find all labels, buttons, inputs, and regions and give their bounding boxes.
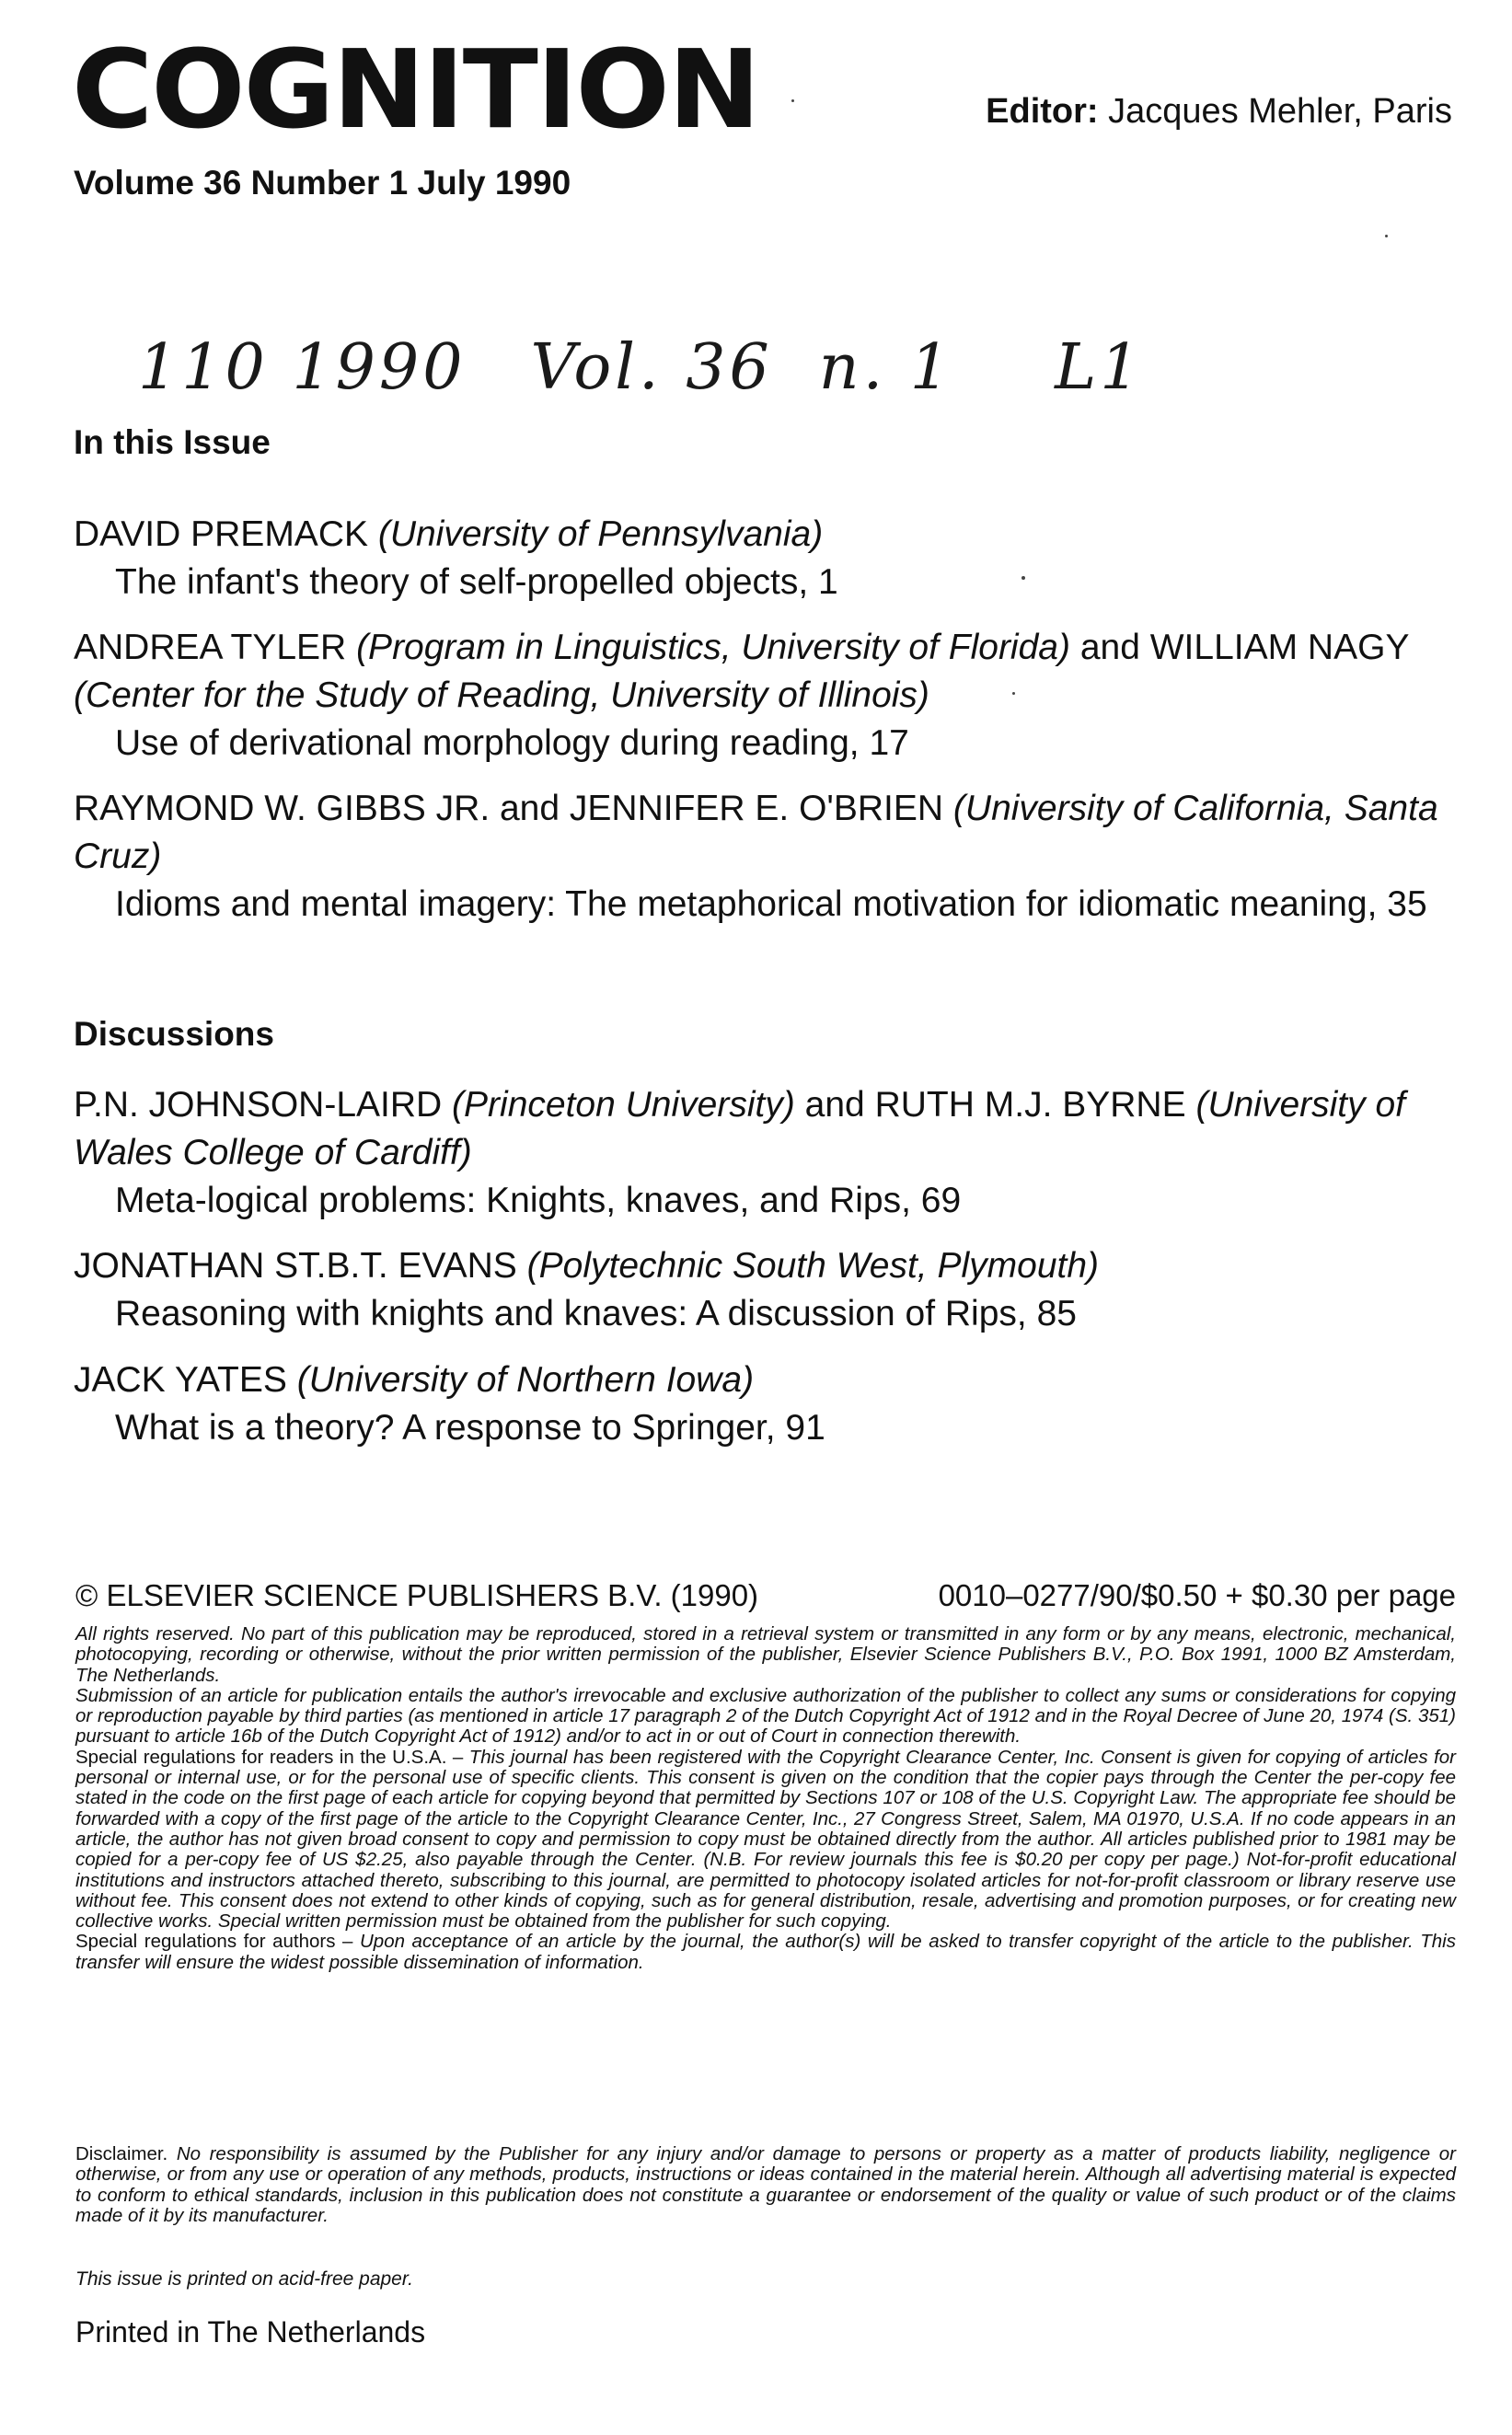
article-title: Meta-logical problems: Knights, knaves, and Rips, 69 xyxy=(115,1181,962,1220)
handwritten-shelf-note xyxy=(138,331,1144,404)
issue-line: Volume 36 Number 1 July 1990 xyxy=(74,164,571,202)
copyright-line xyxy=(75,1578,1456,1613)
legal-notice xyxy=(75,1624,1456,1973)
entry-authors xyxy=(74,785,1454,881)
scan-speck xyxy=(1021,576,1025,580)
author-name: JONATHAN ST.B.T. EVANS xyxy=(74,1246,517,1286)
editor-value: Jacques Mehler, Paris xyxy=(1108,92,1452,131)
editor-label: Editor: xyxy=(986,92,1099,131)
copyright-publisher: © ELSEVIER SCIENCE PUBLISHERS B.V. (1990) xyxy=(75,1578,759,1612)
author-name: WILLIAM NAGY xyxy=(1149,628,1409,667)
disclaimer xyxy=(75,2144,1456,2226)
article-title: Idioms and mental imagery: The metaphorical motivation for idiomatic meaning, 35 xyxy=(115,884,1427,924)
contents-entry xyxy=(74,511,1454,606)
scan-speck xyxy=(1012,692,1015,695)
rights-reserved-text: All rights reserved. No part of this publication may be reproduced, stored in a retrieval system or transmitted in any form or by any means, electronic, mechanical, photocopying, recording or otherwise, without the prior written permission of the publisher, Elsevier Science Publishers B.V., P.O. Box 1991, 1000 BZ Amsterdam, The Netherlands. xyxy=(75,1623,1456,1686)
contents-entry xyxy=(74,1081,1454,1225)
handwritten-note-part: L1 xyxy=(1055,331,1144,404)
entry-authors xyxy=(74,1242,1454,1290)
author-affiliation: (Princeton University) xyxy=(452,1085,795,1125)
usa-regulations-label: Special regulations for readers in the U.S.A. – xyxy=(75,1746,464,1768)
entry-authors xyxy=(74,1081,1454,1177)
scan-speck xyxy=(1385,235,1388,237)
disclaimer-text: No responsibility is assumed by the Publisher for any injury and/or damage to persons or property as a matter of products liability, negligence or otherwise, or from any use or operation of any methods, products, instructions or ideas contained in the material herein. Although all advertising material is expected to conform to ethical standards, inclusion in this publication does not constitute a guarantee or endorsement of the quality or value of such product or of the claims made of it by its manufacturer. xyxy=(75,2143,1456,2226)
handwritten-note-part: n. 1 xyxy=(818,331,954,404)
in-this-issue-heading: In this Issue xyxy=(74,423,271,461)
author-affiliation: (University of Wales College of Cardiff) xyxy=(74,1085,1405,1172)
author-regulations xyxy=(75,1932,1456,1973)
author-name: P.N. JOHNSON-LAIRD xyxy=(74,1085,443,1125)
author-affiliation: (University of California, Santa Cruz) xyxy=(74,789,1438,876)
author-regulations-label: Special regulations for authors – xyxy=(75,1931,353,1953)
submission-text: Submission of an article for publication entails the author's irrevocable and exclusive authorization of the publisher to collect any sums or considerations for copying or reproduction payable by third parties (as mentioned in article 17 paragraph 2 of the Dutch Copyright Act of 1912 and in the Royal Decree of June 20, 1974 (S. 351) pursuant to article 16b of the Dutch Copyright Act of 1912) and/or to act in or out of Court in connection therewith. xyxy=(75,1684,1456,1748)
journal-title-logo: COGNITION xyxy=(72,26,759,153)
handwritten-note-part: 110 1990 xyxy=(138,331,467,404)
author-name: RUTH M.J. BYRNE xyxy=(874,1085,1186,1125)
scan-speck xyxy=(791,99,794,102)
author-name: RAYMOND W. GIBBS JR. and JENNIFER E. O'BRIEN xyxy=(74,789,944,828)
entry-authors xyxy=(74,511,1454,559)
author-affiliation: (Center for the Study of Reading, University of Illinois) xyxy=(74,675,929,715)
acid-free-note: This issue is printed on acid-free paper. xyxy=(75,2268,413,2290)
discussions-heading: Discussions xyxy=(74,1015,274,1053)
handwritten-note-part: Vol. 36 xyxy=(530,331,773,404)
entry-authors xyxy=(74,1356,1454,1404)
article-title: What is a theory? A response to Springer, 91 xyxy=(115,1408,825,1448)
contents-entry xyxy=(74,1356,1454,1452)
entry-authors xyxy=(74,624,1454,720)
contents-entry xyxy=(74,785,1454,929)
printed-in: Printed in The Netherlands xyxy=(75,2315,426,2348)
author-affiliation: (Polytechnic South West, Plymouth) xyxy=(526,1246,1100,1286)
author-affiliation: (University of Pennsylvania) xyxy=(377,514,824,554)
author-name: DAVID PREMACK xyxy=(74,514,368,554)
author-joiner: and xyxy=(1079,628,1140,667)
contents-entry xyxy=(74,1242,1454,1338)
author-name: JACK YATES xyxy=(74,1360,287,1400)
usa-regulations xyxy=(75,1748,1456,1933)
author-name: ANDREA TYLER xyxy=(74,628,347,667)
usa-regulations-text: This journal has been registered with the Copyright Clearance Center, Inc. Consent is given for copying of articles for personal or internal use, or for the personal use of specific clients. This consent is given on the condition that the copier pays through the Center the per-copy fee stated in the code on the first page of each article for copying beyond that permitted by Sections 107 or 108 of the U.S. Copyright Law. The appropriate fee should be forwarded with a copy of the first page of the article to the Copyright Clearance Center, Inc., 27 Congress Street, Salem, MA 01970, U.S.A. If no code appears in an article, the author has not given broad consent to copy and permission to copy must be obtained directly from the author. All articles published prior to 1981 may be copied for a per-copy fee of US $2.25, also payable through the Center. (N.B. For review journals this fee is $0.20 per copy per page.) Not-for-profit educational institutions and instructors attached thereto, subscribing to this journal, are permitted to photocopy isolated articles for not-for-profit classroom or library reserve use without fee. This consent does not extend to other kinds of copying, such as for general distribution, resale, advertising and promotion purposes, or for creating new collective works. Special written permission must be obtained from the publisher for such copying. xyxy=(75,1746,1456,1933)
article-title: Use of derivational morphology during reading, 17 xyxy=(115,723,909,763)
editor-line xyxy=(986,92,1452,132)
author-affiliation: (University of Northern Iowa) xyxy=(296,1360,755,1400)
copyright-fee-code: 0010–0277/90/$0.50 + $0.30 per page xyxy=(938,1578,1456,1612)
article-title: Reasoning with knights and knaves: A discussion of Rips, 85 xyxy=(115,1294,1077,1333)
author-joiner: and xyxy=(804,1085,865,1125)
author-regulations-text: Upon acceptance of an article by the journal, the author(s) will be asked to transfer copyright of the article to the publisher. This transfer will ensure the widest possible dissemination of information. xyxy=(75,1931,1456,1973)
article-title: The infant's theory of self-propelled objects, 1 xyxy=(115,562,838,602)
disclaimer-label: Disclaimer. xyxy=(75,2143,168,2164)
contents-entry xyxy=(74,624,1454,767)
author-affiliation: (Program in Linguistics, University of Florida) xyxy=(356,628,1070,667)
